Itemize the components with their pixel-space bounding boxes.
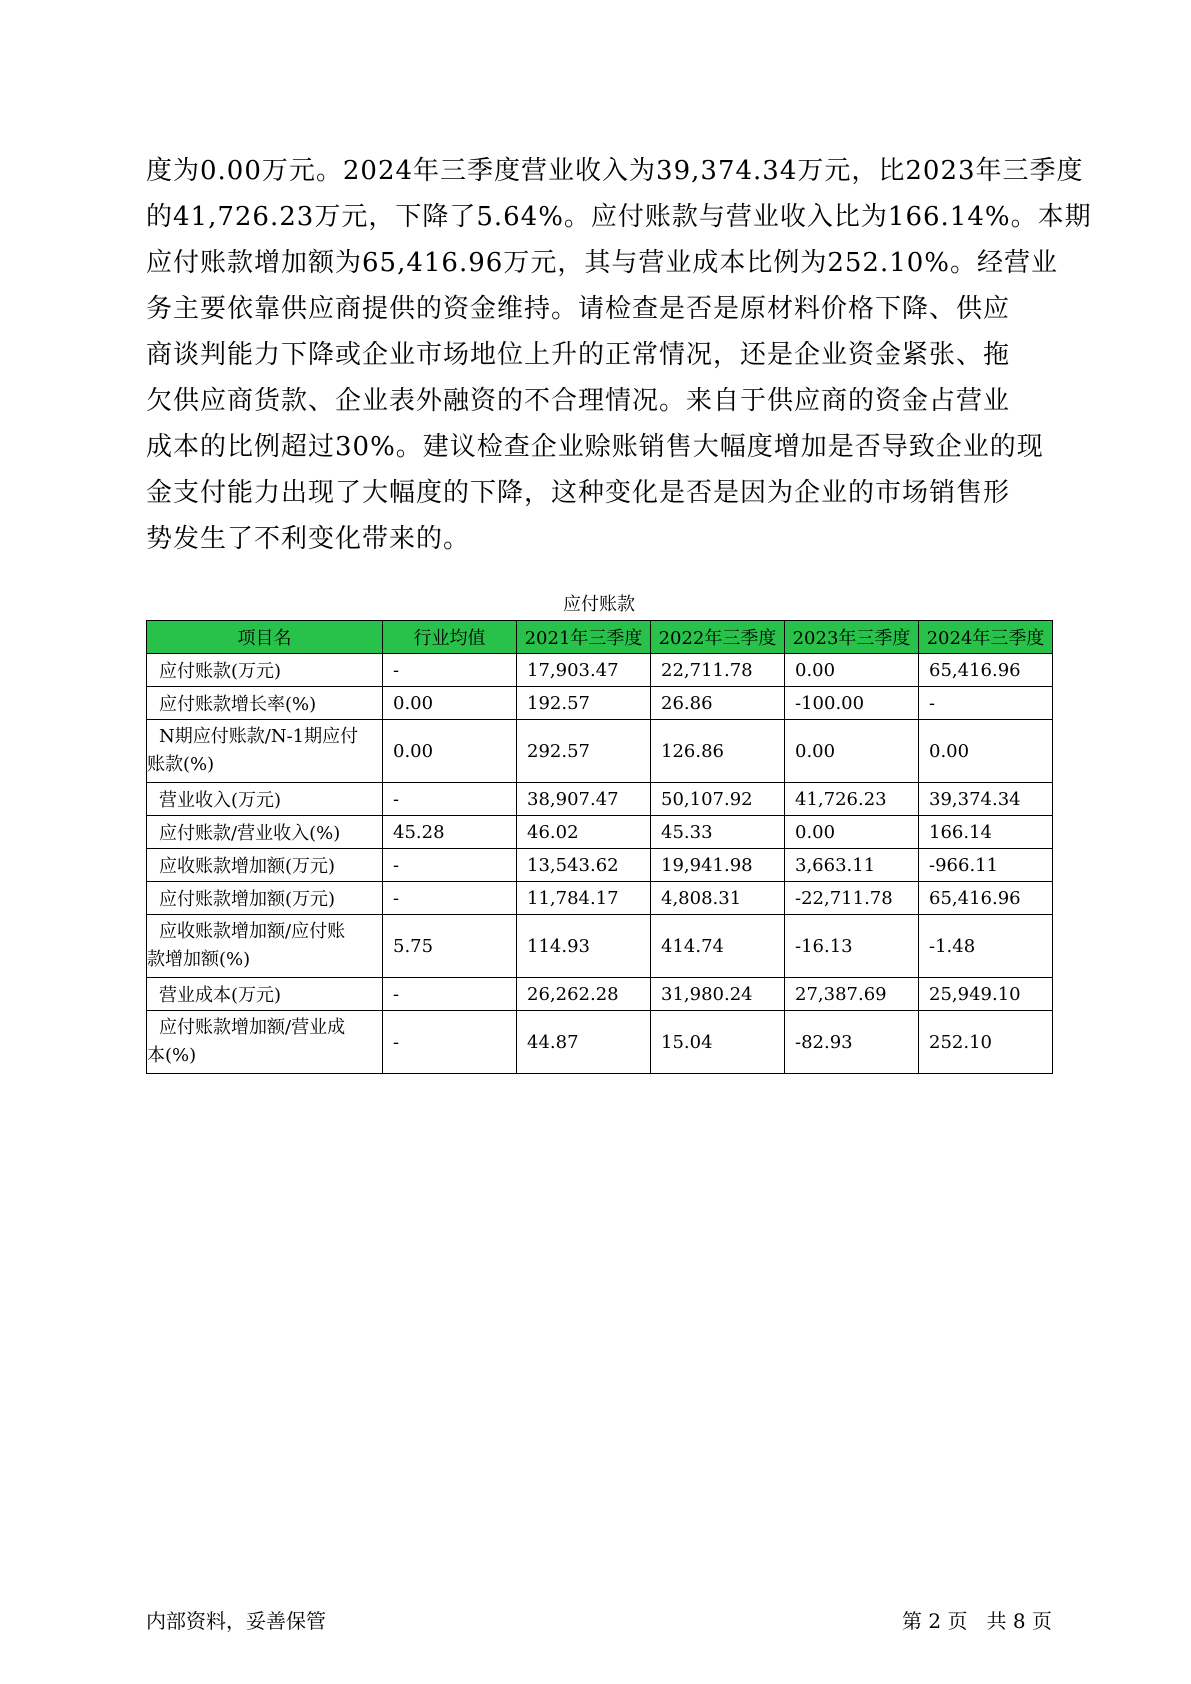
table-cell: 192.57 bbox=[517, 687, 651, 720]
table-cell: -22,711.78 bbox=[785, 882, 919, 915]
table-row bbox=[147, 1011, 1053, 1074]
footer-confidential-note: 内部资料，妥善保管 bbox=[146, 1609, 326, 1633]
table-cell: 26,262.28 bbox=[517, 978, 651, 1011]
paragraph-line: 势发生了不利变化带来的。 bbox=[146, 524, 471, 554]
table-cell: 0.00 bbox=[383, 687, 517, 720]
table-cell: 41,726.23 bbox=[785, 783, 919, 816]
table-row bbox=[147, 882, 1053, 915]
table-cell: 46.02 bbox=[517, 816, 651, 849]
table-cell: 38,907.47 bbox=[517, 783, 651, 816]
row-label-line: 款增加额(%) bbox=[147, 949, 251, 970]
table-cell: 22,711.78 bbox=[651, 654, 785, 687]
table-cell: 126.86 bbox=[651, 720, 785, 783]
table-cell: 17,903.47 bbox=[517, 654, 651, 687]
row-label: 应付账款(万元) bbox=[147, 654, 383, 687]
column-header: 项目名 bbox=[147, 621, 383, 654]
table-cell: - bbox=[383, 1011, 517, 1074]
table-cell: 65,416.96 bbox=[919, 654, 1053, 687]
table-cell: -1.48 bbox=[919, 915, 1053, 978]
table-cell: 27,387.69 bbox=[785, 978, 919, 1011]
table-cell: 0.00 bbox=[383, 720, 517, 783]
table-cell: 15.04 bbox=[651, 1011, 785, 1074]
paragraph-line: 务主要依靠供应商提供的资金维持。请检查是否是原材料价格下降、供应 bbox=[146, 294, 1011, 324]
table-cell: 4,808.31 bbox=[651, 882, 785, 915]
row-label: 应付账款/营业收入(%) bbox=[147, 816, 383, 849]
table-cell: 0.00 bbox=[785, 816, 919, 849]
row-label: 应收账款增加额(万元) bbox=[147, 849, 383, 882]
column-header: 2021年三季度 bbox=[517, 621, 651, 654]
column-header: 行业均值 bbox=[383, 621, 517, 654]
paragraph-line: 应付账款增加额为65,416.96万元，其与营业成本比例为252.10%。经营业 bbox=[146, 248, 1059, 278]
table-cell: - bbox=[383, 783, 517, 816]
body-paragraph bbox=[146, 148, 1092, 562]
row-label: 应付账款增加额(万元) bbox=[147, 882, 383, 915]
table-row bbox=[147, 783, 1053, 816]
table-cell: 31,980.24 bbox=[651, 978, 785, 1011]
table-cell: 45.33 bbox=[651, 816, 785, 849]
table-row bbox=[147, 816, 1053, 849]
table-cell: 114.93 bbox=[517, 915, 651, 978]
table-cell: - bbox=[383, 849, 517, 882]
row-label: 应付账款增长率(%) bbox=[147, 687, 383, 720]
table-cell: - bbox=[919, 687, 1053, 720]
paragraph-line: 欠供应商货款、企业表外融资的不合理情况。来自于供应商的资金占营业 bbox=[146, 386, 1011, 416]
column-header: 2023年三季度 bbox=[785, 621, 919, 654]
row-label-line: 应付账款增加额/营业成 bbox=[159, 1017, 346, 1038]
column-header: 2022年三季度 bbox=[651, 621, 785, 654]
table-cell: 45.28 bbox=[383, 816, 517, 849]
footer-page-number: 第 2 页 共 8 页 bbox=[902, 1609, 1052, 1633]
table-cell: 292.57 bbox=[517, 720, 651, 783]
paragraph-line: 金支付能力出现了大幅度的下降，这种变化是否是因为企业的市场销售形 bbox=[146, 478, 1011, 508]
row-label-line: 本(%) bbox=[147, 1045, 197, 1066]
column-header: 2024年三季度 bbox=[919, 621, 1053, 654]
table-cell: 13,543.62 bbox=[517, 849, 651, 882]
table-cell: 252.10 bbox=[919, 1011, 1053, 1074]
table-cell: 26.86 bbox=[651, 687, 785, 720]
table-cell: - bbox=[383, 978, 517, 1011]
table-cell: 0.00 bbox=[785, 654, 919, 687]
table-row bbox=[147, 720, 1053, 783]
table-caption: 应付账款 bbox=[563, 594, 635, 615]
table-cell: 414.74 bbox=[651, 915, 785, 978]
row-label bbox=[147, 915, 383, 978]
table-row bbox=[147, 978, 1053, 1011]
accounts-payable-table bbox=[146, 620, 1053, 1074]
row-label-line: 应收账款增加额/应付账 bbox=[159, 921, 346, 942]
paragraph-line: 商谈判能力下降或企业市场地位上升的正常情况，还是企业资金紧张、拖 bbox=[146, 340, 1011, 370]
table-cell: 0.00 bbox=[919, 720, 1053, 783]
table-cell: 3,663.11 bbox=[785, 849, 919, 882]
table-cell: - bbox=[383, 882, 517, 915]
table-cell: 166.14 bbox=[919, 816, 1053, 849]
table-cell: -100.00 bbox=[785, 687, 919, 720]
row-label-line: N期应付账款/N-1期应付 bbox=[159, 726, 359, 747]
table-cell: -16.13 bbox=[785, 915, 919, 978]
paragraph-line: 度为0.00万元。2024年三季度营业收入为39,374.34万元，比2023年三季度 bbox=[146, 156, 1084, 186]
table-cell: 19,941.98 bbox=[651, 849, 785, 882]
table-cell: - bbox=[383, 654, 517, 687]
row-label: 营业收入(万元) bbox=[147, 783, 383, 816]
table-cell: -82.93 bbox=[785, 1011, 919, 1074]
table-cell: 0.00 bbox=[785, 720, 919, 783]
table-cell: -966.11 bbox=[919, 849, 1053, 882]
row-label bbox=[147, 720, 383, 783]
table-cell: 65,416.96 bbox=[919, 882, 1053, 915]
table-header-row bbox=[147, 621, 1053, 654]
table-cell: 50,107.92 bbox=[651, 783, 785, 816]
table-cell: 5.75 bbox=[383, 915, 517, 978]
row-label bbox=[147, 1011, 383, 1074]
table-row bbox=[147, 654, 1053, 687]
row-label-line: 账款(%) bbox=[147, 754, 215, 775]
table-row bbox=[147, 915, 1053, 978]
paragraph-line: 的41,726.23万元，下降了5.64%。应付账款与营业收入比为166.14%。本期 bbox=[146, 202, 1092, 232]
table-cell: 25,949.10 bbox=[919, 978, 1053, 1011]
table-cell: 39,374.34 bbox=[919, 783, 1053, 816]
table-row bbox=[147, 849, 1053, 882]
paragraph-line: 成本的比例超过30%。建议检查企业赊账销售大幅度增加是否导致企业的现 bbox=[146, 432, 1044, 462]
table-row bbox=[147, 687, 1053, 720]
table-cell: 44.87 bbox=[517, 1011, 651, 1074]
row-label: 营业成本(万元) bbox=[147, 978, 383, 1011]
table-cell: 11,784.17 bbox=[517, 882, 651, 915]
